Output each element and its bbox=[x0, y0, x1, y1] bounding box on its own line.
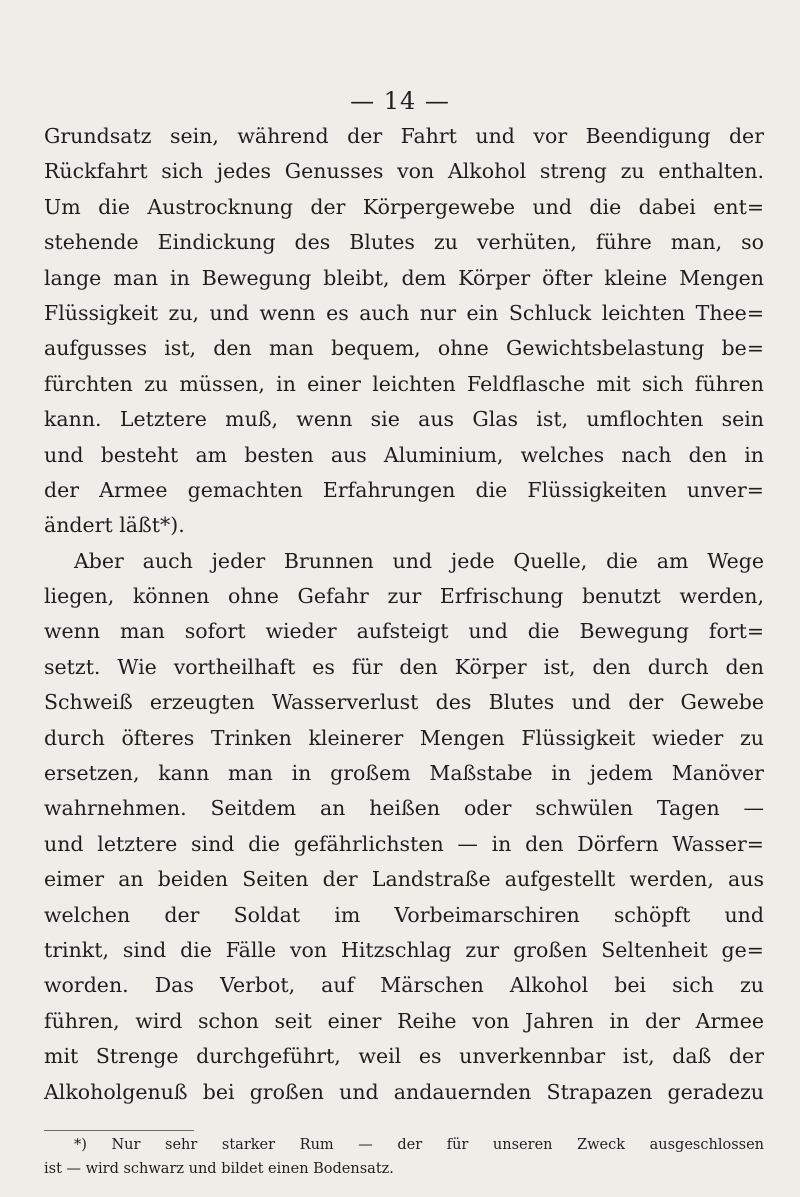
text-line: lange man in Bewegung bleibt, dem Körper öfter kleine Mengen bbox=[44, 265, 764, 290]
text-line: stehende Eindickung des Blutes zu verhüten, führe man, so bbox=[44, 230, 764, 255]
text-line: trinkt, sind die Fälle von Hitzschlag zur großen Seltenheit ge= bbox=[44, 937, 764, 962]
text-line: und besteht am besten aus Aluminium, welches nach den in bbox=[44, 442, 764, 467]
text-line: kann. Letztere muß, wenn sie aus Glas ist, umflochten sein bbox=[44, 407, 764, 432]
footnote-line: *) Nur sehr starker Rum — der für unseren Zweck ausgeschlossen bbox=[74, 1137, 764, 1153]
body-text bbox=[44, 119, 764, 1110]
text-line: Aber auch jeder Brunnen und jede Quelle, die am Wege bbox=[74, 548, 764, 573]
text-line: Flüssigkeit zu, und wenn es auch nur ein Schluck leichten Thee= bbox=[44, 300, 764, 325]
text-line: Alkoholgenuß bei großen und andauernden Strapazen geradezu bbox=[44, 1079, 764, 1104]
text-line: ändert läßt*). bbox=[44, 513, 185, 538]
text-line: Rückfahrt sich jedes Genusses von Alkohol streng zu enthalten. bbox=[44, 159, 764, 184]
text-line: fürchten zu müssen, in einer leichten Feldflasche mit sich führen bbox=[44, 371, 764, 396]
text-line: Grundsatz sein, während der Fahrt und vor Beendigung der bbox=[44, 124, 764, 148]
text-line: und letztere sind die gefährlichsten — in den Dörfern Wasser= bbox=[44, 831, 764, 856]
text-line: worden. Das Verbot, auf Märschen Alkohol bei sich zu bbox=[44, 973, 764, 998]
text-line: setzt. Wie vortheilhaft es für den Körper ist, den durch den bbox=[44, 654, 764, 679]
text-line: durch öfteres Trinken kleinerer Mengen Flüssigkeit wieder zu bbox=[44, 725, 764, 750]
text-line: Um die Austrocknung der Körpergewebe und die dabei ent= bbox=[44, 194, 764, 219]
text-line: wahrnehmen. Seitdem an heißen oder schwülen Tagen — bbox=[44, 796, 764, 821]
text-line: führen, wird schon seit einer Reihe von Jahren in der Armee bbox=[44, 1008, 764, 1033]
text-line: der Armee gemachten Erfahrungen die Flüssigkeiten unver= bbox=[44, 477, 764, 502]
page-number: — 14 — bbox=[350, 87, 450, 115]
text-line: welchen der Soldat im Vorbeimarschiren schöpft und bbox=[44, 902, 764, 927]
footnote bbox=[44, 1133, 764, 1181]
text-line: ersetzen, kann man in großem Maßstabe in jedem Manöver bbox=[44, 761, 764, 786]
text-line: mit Strenge durchgeführt, weil es unverkennbar ist, daß der bbox=[44, 1044, 764, 1069]
text-line: aufgusses ist, den man bequem, ohne Gewichtsbelastung be= bbox=[44, 336, 764, 361]
text-line: wenn man sofort wieder aufsteigt und die Bewegung fort= bbox=[44, 619, 764, 644]
text-line: eimer an beiden Seiten der Landstraße aufgestellt werden, aus bbox=[44, 867, 764, 892]
text-line: liegen, können ohne Gefahr zur Erfrischung benutzt werden, bbox=[44, 584, 764, 609]
footnote-divider bbox=[44, 1130, 194, 1131]
footnote-line: ist — wird schwarz und bildet einen Bodensatz. bbox=[44, 1161, 394, 1177]
text-line: Schweiß erzeugten Wasserverlust des Blutes und der Gewebe bbox=[44, 690, 764, 715]
